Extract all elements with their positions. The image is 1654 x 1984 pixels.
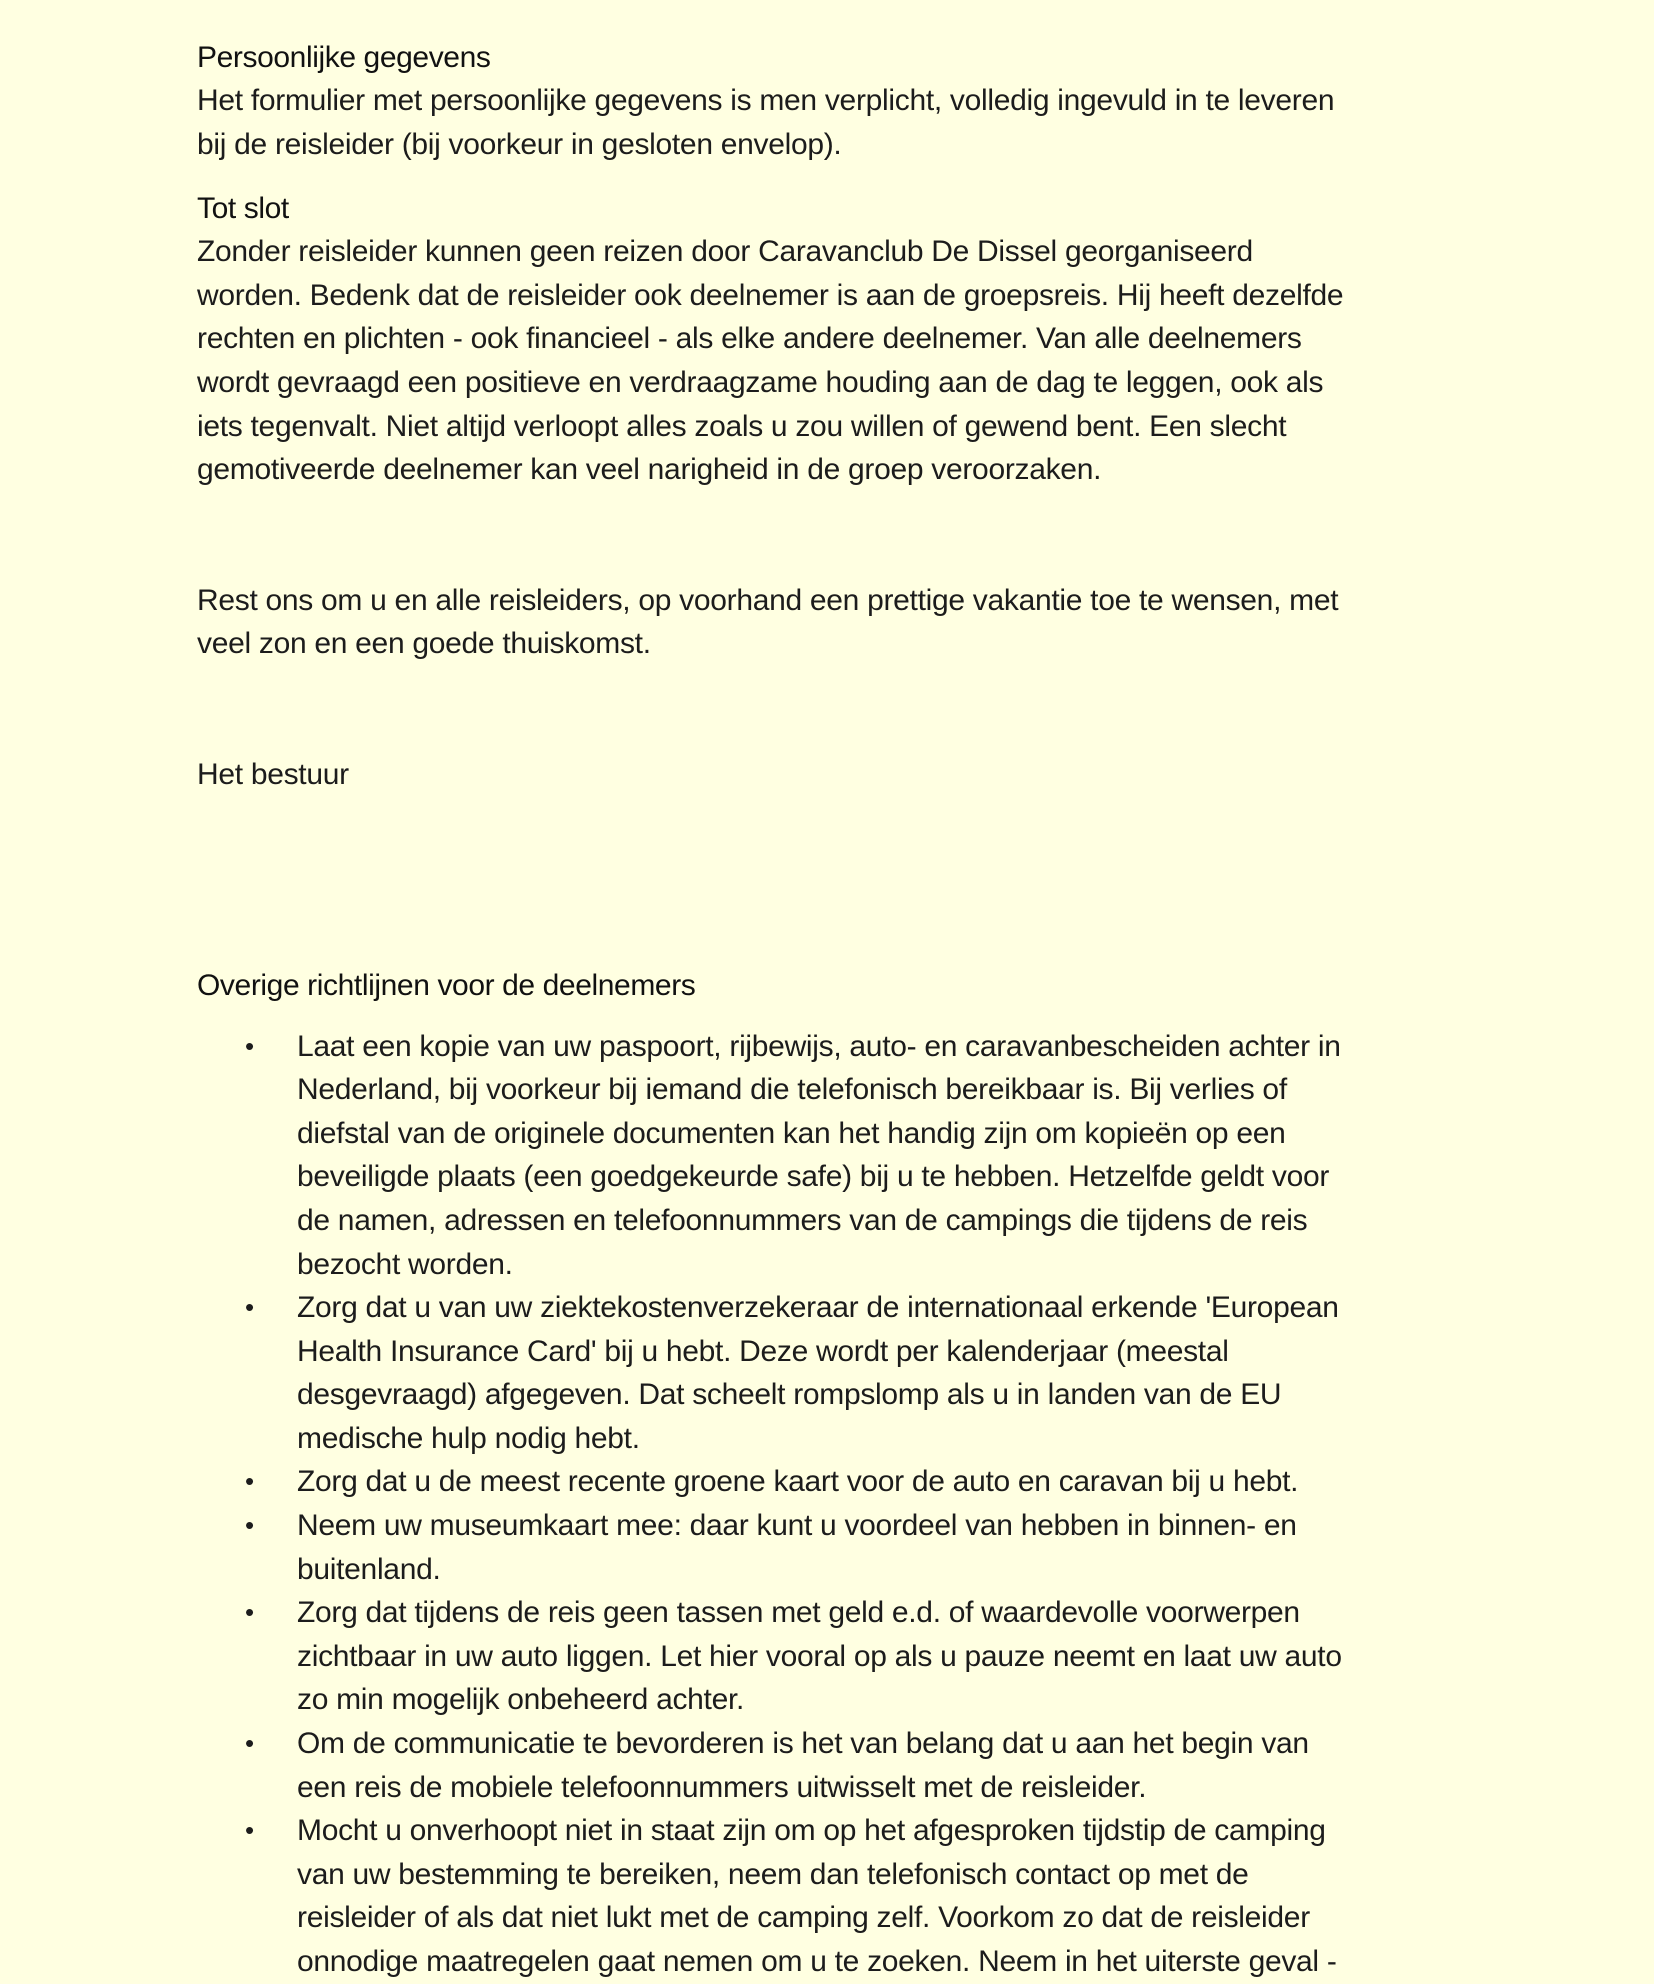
text-line: onnodige maatregelen gaat nemen om u te zoeken. Neem in het uiterste geval -: [297, 1945, 1337, 1978]
text-line: Laat een kopie van uw paspoort, rijbewijs, auto- en caravanbescheiden achter in: [297, 1029, 1341, 1063]
text-line: beveiligde plaats (een goedgekeurde safe) bij u te hebben. Hetzelfde geldt voor: [297, 1160, 1330, 1194]
text-line: de namen, adressen en telefoonnummers van de campings die tijdens de reis: [297, 1203, 1308, 1237]
bullet-icon: •: [245, 1292, 254, 1323]
spacer: [197, 492, 1467, 579]
personal-data-heading: Persoonlijke gegevens: [197, 41, 491, 74]
text-line: zichtbaar in uw auto liggen. Let hier vooral op als u pauze neemt en laat uw auto: [297, 1639, 1342, 1673]
text-line: Health Insurance Card' bij u hebt. Deze wordt per kalenderjaar (meestal: [297, 1334, 1229, 1368]
list-item: [197, 1286, 1467, 1460]
text-line: medische hulp nodig hebt.: [297, 1421, 640, 1455]
bullet-icon: •: [245, 1466, 254, 1497]
bullet-icon: •: [245, 1510, 254, 1541]
text-line: reisleider of als dat niet lukt met de camping zelf. Voorkom zo dat de reisleider: [297, 1901, 1310, 1935]
bullet-icon: •: [245, 1728, 254, 1759]
list-item: [197, 1722, 1467, 1809]
closing-paragraph: [197, 230, 1467, 492]
signature: Het bestuur: [197, 757, 349, 791]
text-line: diefstal van de originele documenten kan het handig zijn om kopieën op een: [297, 1116, 1286, 1150]
list-item: [197, 1460, 1467, 1504]
text-line: Zorg dat u van uw ziektekostenverzekeraar de internationaal erkende 'European: [297, 1291, 1339, 1325]
text-line: Zonder reisleider kunnen geen reizen door Caravanclub De Dissel georganiseerd: [197, 235, 1253, 269]
text-line: worden. Bedenk dat de reisleider ook deelnemer is aan de groepsreis. Hij heeft dezelfde: [197, 278, 1344, 312]
spacer: [197, 666, 1467, 753]
text-line: Zorg dat u de meest recente groene kaart voor de auto en caravan bij u hebt.: [297, 1465, 1299, 1499]
text-line: een reis de mobiele telefoonnummers uitwisselt met de reisleider.: [297, 1770, 1147, 1804]
text-line: Nederland, bij voorkeur bij iemand die telefonisch bereikbaar is. Bij verlies of: [297, 1073, 1287, 1107]
document-content: [197, 36, 1467, 1984]
list-item: [197, 1504, 1467, 1591]
spacer: [197, 797, 1467, 964]
list-item: [197, 1025, 1467, 1287]
text-line: Rest ons om u en alle reisleiders, op voorhand een prettige vakantie toe te wensen, met: [197, 583, 1339, 617]
personal-data-paragraph: [197, 79, 1467, 166]
wish-paragraph: [197, 579, 1467, 666]
text-line: buitenland.: [297, 1552, 441, 1586]
text-line: bezocht worden.: [297, 1247, 513, 1281]
bullet-icon: •: [245, 1597, 254, 1628]
bullet-icon: •: [245, 1815, 254, 1846]
text-line: iets tegenvalt. Niet altijd verloopt alles zoals u zou willen of gewend bent. Een slecht: [197, 409, 1287, 443]
text-line: rechten en plichten - ook financieel - als elke andere deelnemer. Van alle deelnemers: [197, 322, 1302, 356]
text-line: wordt gevraagd een positieve en verdraagzame houding aan de dag te leggen, ook als: [197, 365, 1324, 399]
text-line: Het formulier met persoonlijke gegevens is men verplicht, volledig ingevuld in te leveren: [197, 84, 1335, 117]
text-line: desgevraagd) afgegeven. Dat scheelt rompslomp als u in landen van de EU: [297, 1378, 1282, 1412]
list-item: [197, 1591, 1467, 1722]
text-line: van uw bestemming te bereiken, neem dan telefonisch contact op met de: [297, 1857, 1249, 1891]
text-line: gemotiveerde deelnemer kan veel narigheid in de groep veroorzaken.: [197, 453, 1102, 487]
text-line: zo min mogelijk onbeheerd achter.: [297, 1683, 745, 1717]
text-line: Mocht u onverhoopt niet in staat zijn om op het afgesproken tijdstip de camping: [297, 1814, 1326, 1848]
guidelines-list: [197, 1025, 1467, 1984]
bullet-icon: •: [245, 1030, 254, 1061]
spacer: [197, 166, 1467, 187]
text-line: Neem uw museumkaart mee: daar kunt u voordeel van hebben in binnen- en: [297, 1509, 1297, 1543]
guidelines-heading: Overige richtlijnen voor de deelnemers: [197, 968, 696, 1002]
text-line: Zorg dat tijdens de reis geen tassen met geld e.d. of waardevolle voorwerpen: [297, 1596, 1300, 1630]
text-line: bij de reisleider (bij voorkeur in gesloten envelop).: [197, 127, 842, 161]
text-line: veel zon en een goede thuiskomst.: [197, 627, 651, 661]
closing-heading: Tot slot: [197, 192, 289, 226]
list-item: [197, 1809, 1467, 1983]
text-line: Om de communicatie te bevorderen is het van belang dat u aan het begin van: [297, 1727, 1309, 1761]
